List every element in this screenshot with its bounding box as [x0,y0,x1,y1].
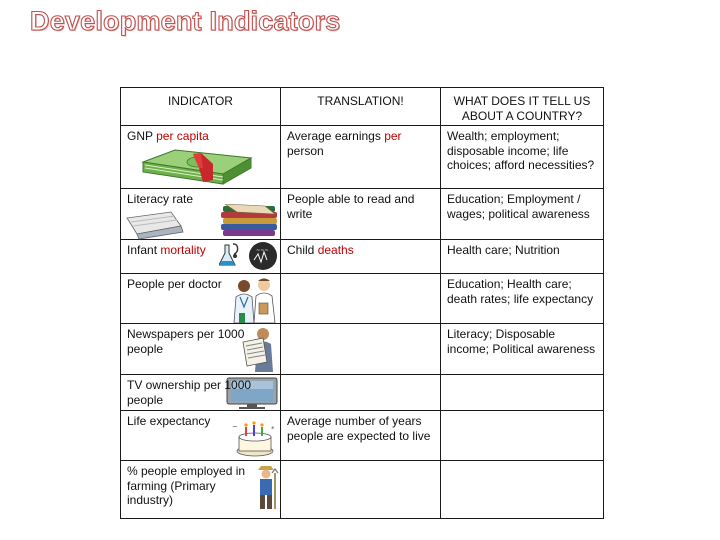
what-it-tells-cell: Literacy; Disposable income; Political awareness [441,324,604,375]
svg-text:~~~: ~~~ [256,248,269,254]
header-what-it-tells: WHAT DOES IT TELL US ABOUT A COUNTRY? [441,88,604,126]
indicators-table [120,87,604,519]
translation-cell [281,324,441,375]
indicator-cell [121,411,281,461]
indicator-cell [121,126,281,189]
table-row [121,126,604,189]
table-row [121,375,604,411]
table-row [121,274,604,324]
svg-text:*: * [271,425,275,433]
translation-cell: Average number of years people are expected to live [281,411,441,461]
translation-cell: Child deaths [281,240,441,274]
indicator-cell [121,274,281,324]
indicator-text: Newspapers per 1000 people [127,327,245,356]
translation-cell [281,461,441,519]
page-title: Development Indicators [30,6,341,36]
indicator-text: Infant [127,243,161,257]
table-row [121,324,604,375]
translation-cell: People able to read and write [281,189,441,240]
what-it-tells-cell: Health care; Nutrition [441,240,604,274]
table-row [121,240,604,274]
indicator-cell [121,461,281,519]
indicator-highlight: per capita [156,129,209,143]
what-it-tells-cell: Wealth; employment; disposable income; life choices; afford necessities? [441,126,604,189]
indicator-text: Life expectancy [127,414,211,428]
table-row [121,461,604,519]
table-row [121,189,604,240]
what-it-tells-cell: Education; Health care; death rates; life expectancy [441,274,604,324]
indicator-text: % people employed in farming (Primary industry) [127,464,246,507]
header-indicator: INDICATOR [121,88,281,126]
money-bundle-icon [139,144,257,188]
header-translation: TRANSLATION! [281,88,441,126]
indicator-text: GNP [127,129,157,143]
indicator-cell [121,240,281,274]
translation-cell [281,375,441,411]
indicator-cell [121,375,281,411]
table-row [121,411,604,461]
translation-cell: Average earnings per person [281,126,441,189]
indicator-text: TV ownership per 1000 people [127,378,252,407]
svg-text:~: ~ [232,423,238,431]
what-it-tells-cell: Education; Employment / wages; political awareness [441,189,604,240]
translation-cell [281,274,441,324]
indicator-text: Literacy rate [127,192,194,206]
what-it-tells-cell [441,411,604,461]
indicator-text: People per doctor [127,277,222,291]
indicator-highlight: mortality [160,243,206,257]
books-icon [125,204,279,240]
indicator-cell [121,324,281,375]
table-header-row [121,88,604,126]
what-it-tells-cell [441,461,604,519]
what-it-tells-cell [441,375,604,411]
indicator-cell [121,189,281,240]
